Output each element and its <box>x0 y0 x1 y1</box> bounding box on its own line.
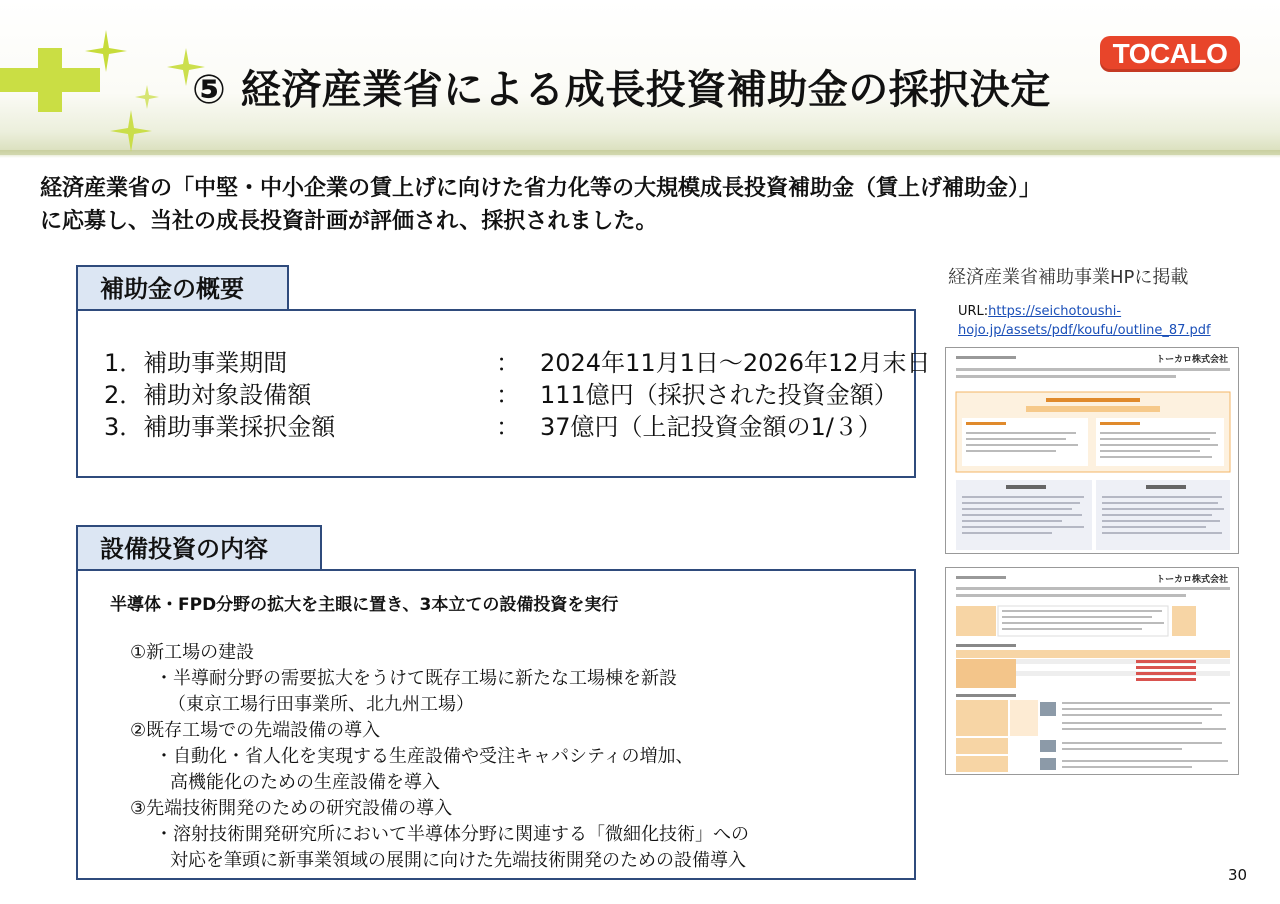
document-thumbnail-1 <box>945 347 1239 554</box>
investment-line-1: ①新工場の建設 <box>130 642 255 663</box>
overview-heading: 補助金の概要 <box>76 265 289 310</box>
intro-line-2: に応募し、当社の成長投資計画が評価され、採択されました。 <box>40 209 658 234</box>
url-link-part2[interactable]: hojo.jp/assets/pdf/koufu/outline_87.pdf <box>958 323 1211 338</box>
investment-line-6: 高機能化のための生産設備を導入 <box>170 772 440 793</box>
overview-label-3: 3．補助事業採択金額 <box>104 413 336 441</box>
overview-colon-2: ： <box>496 381 520 409</box>
investment-line-3: （東京工場行田事業所、北九州工場） <box>168 694 474 715</box>
thumbnail-1-image <box>946 348 1239 554</box>
investment-line-8: ・溶射技術開発研究所において半導体分野に関連する「微細化技術」への <box>155 824 749 845</box>
overview-value-2: 111億円（採択された投資金額） <box>540 381 898 409</box>
investment-line-7: ③先端技術開発のための研究設備の導入 <box>130 798 453 819</box>
document-thumbnail-2 <box>945 567 1239 775</box>
page-title: ⑤ 経済産業省による成長投資補助金の採択決定 <box>192 67 1051 113</box>
thumbnail-2-company: トーカロ株式会社 <box>1156 575 1228 585</box>
overview-label-2: 2．補助対象設備額 <box>104 381 312 409</box>
page-number: 30 <box>1228 866 1248 884</box>
investment-line-5: ・自動化・省人化を実現する生産設備や受注キャパシティの増加、 <box>155 746 694 767</box>
tocalo-logo: TOCALO <box>1100 36 1240 72</box>
overview-label-1: 1．補助事業期間 <box>104 349 288 377</box>
investment-line-4: ②既存工場での先端設備の導入 <box>130 720 381 741</box>
investment-line-2: ・半導耐分野の需要拡大をうけて既存工場に新たな工場棟を新設 <box>155 668 677 689</box>
overview-value-1: 2024年11月1日～2026年12月末日 <box>540 349 931 377</box>
thumbnail-1-company: トーカロ株式会社 <box>1156 355 1228 365</box>
overview-colon-3: ： <box>496 413 520 441</box>
overview-colon-1: ： <box>496 349 520 377</box>
investment-lead: 半導体・FPD分野の拡大を主眼に置き、3本立ての設備投資を実行 <box>110 595 619 615</box>
url-prefix: URL: <box>958 304 989 319</box>
side-caption: 経済産業省補助事業HPに掲載 <box>948 267 1189 288</box>
overview-value-3: 37億円（上記投資金額の1/３） <box>540 413 882 441</box>
url-block <box>958 302 1211 340</box>
investment-line-9: 対応を筆頭に新事業領域の展開に向けた先端技術開発のための設備導入 <box>170 850 746 871</box>
url-link-part1[interactable]: https://seichotoushi- <box>988 304 1122 319</box>
investment-heading: 設備投資の内容 <box>76 525 322 570</box>
intro-line-1: 経済産業省の「中堅・中小企業の賃上げに向けた省力化等の大規模成長投資補助金（賃上げ補助金）」 <box>40 176 1042 201</box>
thumbnail-2-image <box>946 568 1239 775</box>
overview-box <box>76 309 931 478</box>
intro-text <box>40 172 1270 238</box>
